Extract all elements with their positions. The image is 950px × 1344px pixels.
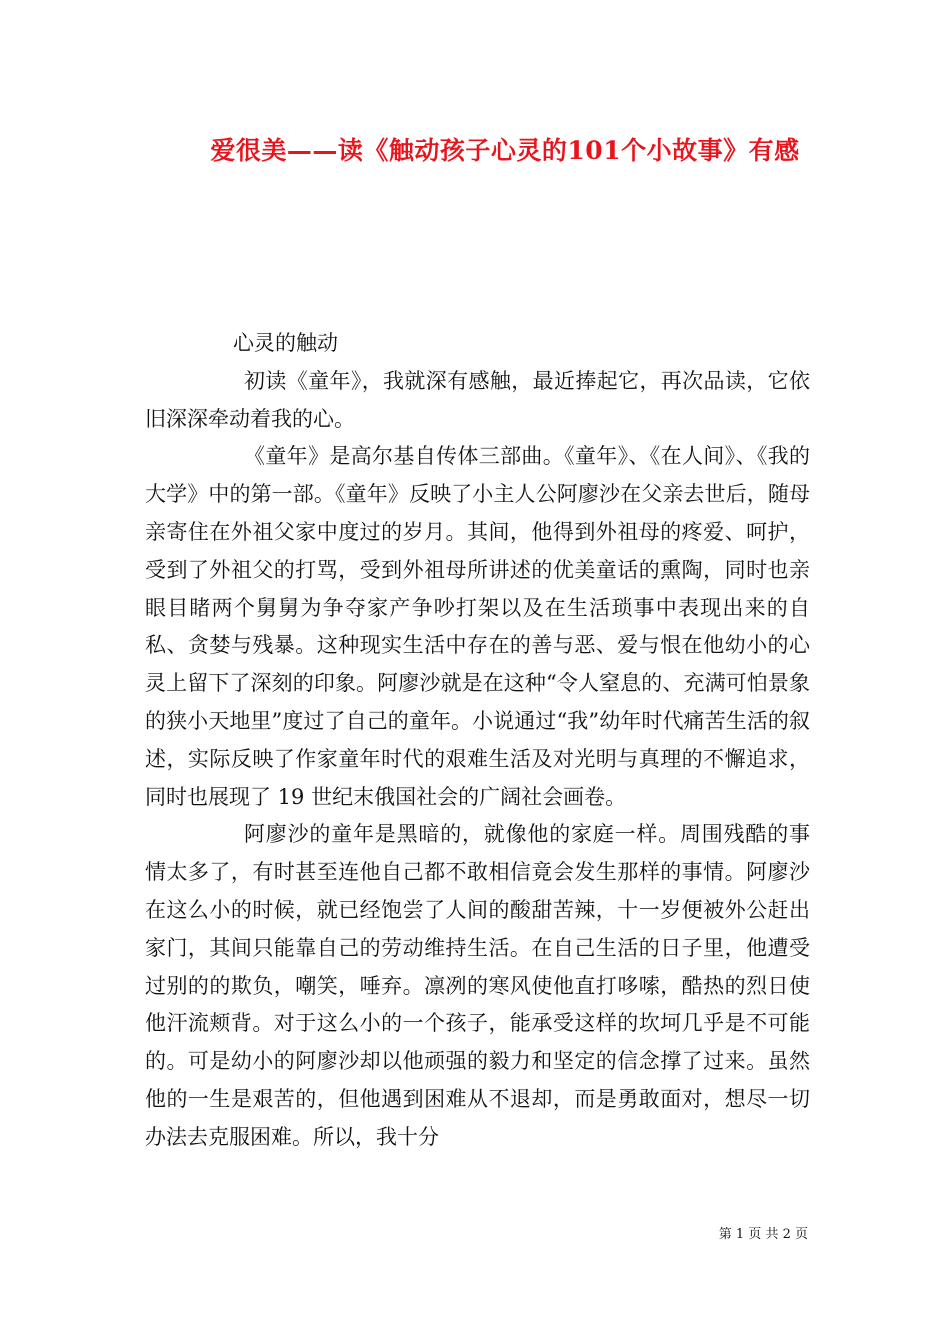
page-footer: 第 1 页 共 2 页: [718, 1227, 808, 1242]
paragraph-1: 初读《童年》，我就深有感触，最近捧起它，再次品读，它依旧深深牵动着我的心。: [145, 368, 810, 431]
paragraph-3: 阿廖沙的童年是黑暗的，就像他的家庭一样。周围残酷的事情太多了，有时甚至连他自己都不敢相信竟会发生那样的事情。阿廖沙在这么小的时候，就已经饱尝了人间的酸甜苦辣，十一岁便被外公赶出家门，其间只能靠自己的劳动维持生活。在自己生活的日子里，他遭受过别的的欺负，嘲笑，唾弃。凛冽的寒风使他直打哆嗦，酷热的烈日使他汗流颊背。对于这么小的一个孩子，能承受这样的坎坷几乎是不可能的。可是幼小的阿廖沙却以他顽强的毅力和坚定的信念撑了过来。虽然他的一生是艰苦的，但他遇到困难从不退却，而是勇敢面对，想尽一切办法去克服困难。所以，我十分: [145, 822, 810, 1149]
paragraph-2: 《童年》是高尔基自传体三部曲。《童年》、《在人间》、《我的大学》中的第一部。《童年》反映了小主人公阿廖沙在父亲去世后，随母亲寄住在外祖父家中度过的岁月。其间，他得到外祖母的疼爱、呵护，受到了外祖父的打骂，受到外祖母所讲述的优美童话的熏陶，同时也亲眼目睹两个舅舅为争夺家产争吵打架以及在生活琐事中表现出来的自私、贪婪与残暴。这种现实生活中存在的善与恶、爱与恨在他幼小的心灵上留下了深刻的印象。阿廖沙就是在这种“令人窒息的、充满可怕景象的狭小天地里”度过了自己的童年。小说通过“我”幼年时代痛苦生活的叙述，实际反映了作家童年时代的艰难生活及对光明与真理的不懈追求，同时也展现了 19 世纪末俄国社会的广阔社会画卷。: [145, 444, 810, 809]
section-heading: 心灵的触动: [233, 331, 338, 355]
document-title: 爱很美——读《触动孩子心灵的101个小故事》有感: [210, 136, 800, 165]
document-body: [145, 325, 810, 1157]
